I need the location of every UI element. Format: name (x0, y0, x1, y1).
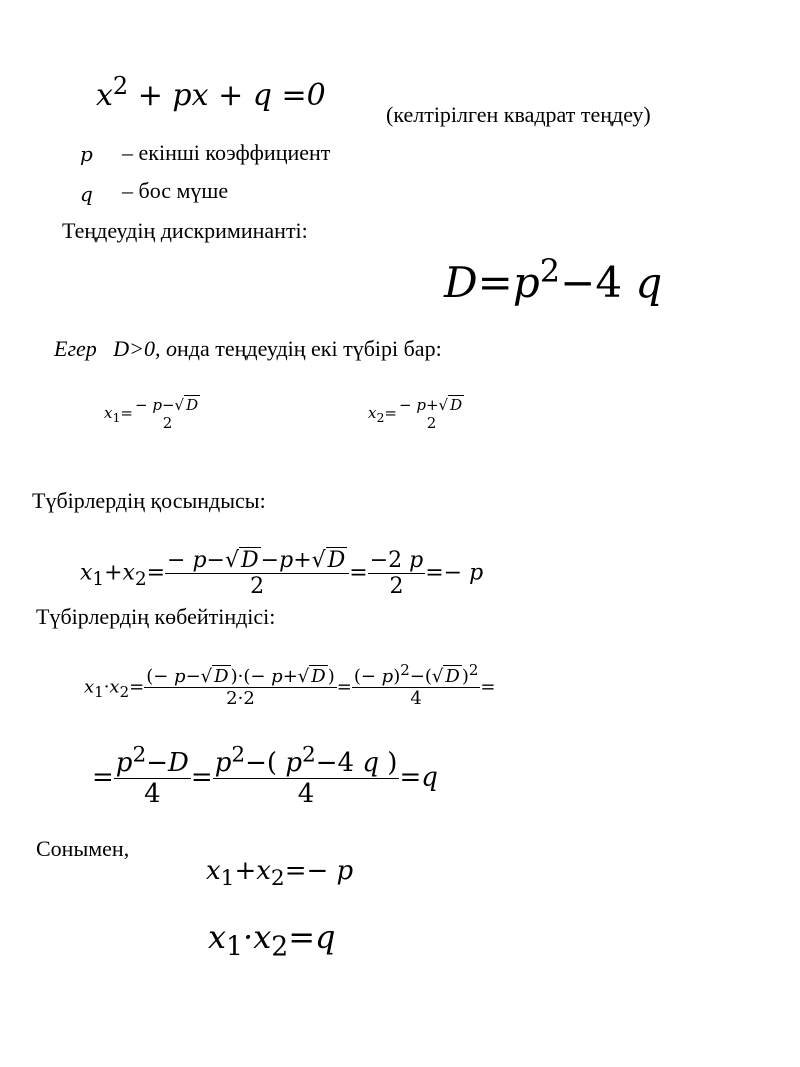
product-label: Түбірлердің көбейтіндісі: (36, 604, 276, 629)
discriminant-label: Теңдеудің дискриминанті: (62, 218, 308, 243)
reduced-quadratic-formula: $x^2$ + px + q =0 (96, 72, 326, 113)
sum-formula: $x_1+x_2=$ $\frac{- p-√D-p+√D}{2}$ = $\frac{-2 p}{2}$ =− p (80, 548, 484, 599)
condition-if: Егер (54, 336, 97, 361)
condition-text: нда теңдеудің екі түбірі бар: (177, 336, 442, 361)
condition-line (54, 336, 442, 362)
sum-label: Түбірлердің қосындысы: (32, 488, 266, 513)
condition-o: о (166, 336, 178, 361)
p-description: – екінші коэффициент (122, 140, 331, 165)
p-symbol: p (80, 142, 93, 166)
reduced-quadratic-note: (келтірілген квадрат теңдеу) (386, 102, 651, 127)
root-x1-formula: $x_1=$ − p−√ D 2 (104, 396, 199, 432)
q-description: – бос мүше (122, 178, 229, 203)
vieta-product-formula: $x_1\cdot x_2=q$ (208, 918, 336, 963)
vieta-sum-formula: $x_1+x_2=- p$ (206, 856, 354, 892)
q-symbol: q (80, 182, 93, 206)
product-formula-line2: = $\frac{p^2-D}{4}$ = $\frac{p^2-( p^2-4 q )}{4}$ =q (92, 742, 438, 809)
discriminant-formula: $D=p^2-4$ q (444, 252, 663, 307)
conclusion-label: Сонымен, (36, 836, 130, 861)
product-formula-line1: $x_1\cdot x_2=$ $\frac{(- p-√ D )\cdot(- p+√ D )}{2\cdot 2}$ = $\frac{(- p)^2-(√ D )^2}{4}$ = (84, 661, 496, 709)
condition-expression: D>0, (113, 336, 161, 361)
root-x2-formula: $x_2=$ − p+√ D 2 (368, 396, 463, 432)
